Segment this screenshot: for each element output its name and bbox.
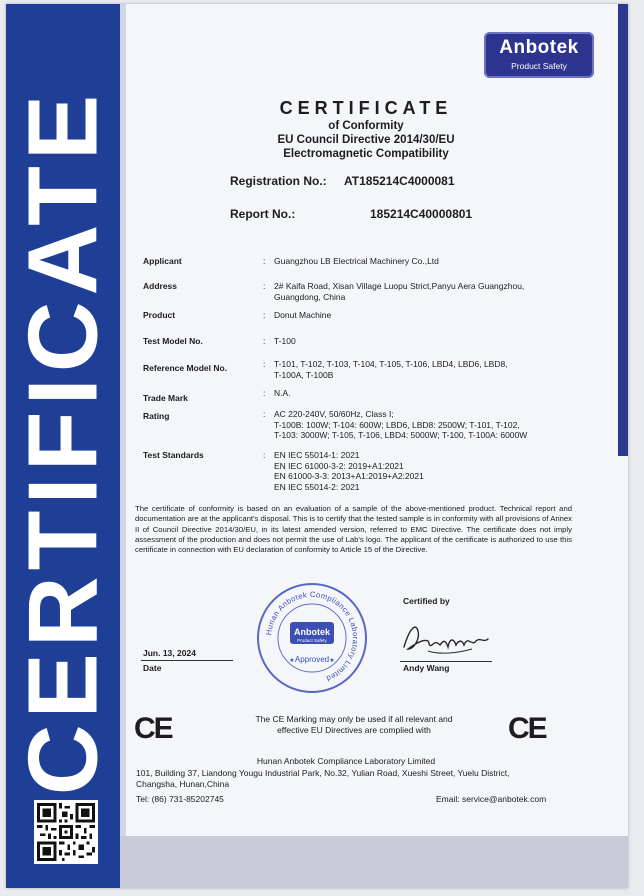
- conformity-subtitle: of Conformity: [328, 120, 404, 132]
- signature-line: [400, 661, 492, 662]
- stamp-tag: Product Safety: [297, 638, 327, 643]
- lab-name: Hunan Anbotek Compliance Laboratory Limited: [256, 756, 436, 766]
- rating-value: [274, 409, 574, 441]
- trade-mark-value: N.A.: [274, 388, 291, 398]
- lab-address-line: Changsha, Hunan,China: [136, 779, 230, 789]
- date-label: Date: [143, 663, 162, 673]
- side-title: CERTIFICATE: [7, 88, 118, 796]
- right-stripe: [618, 4, 628, 456]
- rating-label: Rating: [143, 411, 170, 421]
- ce-mark-icon: CE: [508, 712, 546, 745]
- test-model-value: T-100: [274, 336, 296, 346]
- rating-line: AC 220-240V, 50/60Hz, Class I;: [274, 409, 394, 419]
- applicant-colon: :: [263, 256, 266, 266]
- rating-colon: :: [263, 409, 266, 419]
- ce-note-line: effective EU Directives are complied with: [277, 725, 431, 735]
- reference-model-label: Reference Model No.: [143, 363, 228, 373]
- test-standards-value: [274, 450, 574, 492]
- address-colon: :: [263, 281, 266, 291]
- emc-title: Electromagnetic Compatibility: [283, 148, 449, 160]
- trade-mark-colon: :: [263, 388, 266, 398]
- address-value: [274, 281, 574, 302]
- stamp-star-icon: ★: [289, 658, 295, 664]
- lab-address-line: 101, Building 37, Liandong Yougu Industrial Park, No.32, Yulian Road, Xueshi Street, Yuelu District,: [136, 768, 510, 778]
- reference-model-value: [274, 359, 574, 380]
- product-colon: :: [263, 310, 266, 320]
- certificate-page: [6, 4, 628, 888]
- stamp-status: Approved: [294, 655, 330, 664]
- rating-line: T-100B: 100W; T-104: 600W; LBD6, LBD8: 2500W; T-101, T-102,: [274, 419, 520, 430]
- conformity-statement: The certificate of conformity is based on an evaluation of a sample of the above-mentioned product. Technical report and documentation are at the applicant's disposal. This is to certify that the tested sample is in conformity with all provisions of Annex II of Council Directive 2014/30/EU, in its latest amended version, referred to EMC Directive. The certificate does not imply assessment of the production and does not permit the use of Lab's logo. The applicant of the certificate is authorized to use this certificate in connection with EU declaration of conformity to Article 15 of the Directive.: [135, 504, 572, 555]
- logo-tagline: Product Safety: [511, 61, 567, 71]
- directive-title: EU Council Directive 2014/30/EU: [277, 134, 455, 146]
- side-band: [6, 4, 120, 888]
- qr-code-icon: [34, 800, 98, 864]
- standard-line: EN IEC 61000-3-2: 2019+A1:2021: [274, 460, 404, 471]
- ce-marking-note: [224, 714, 484, 736]
- ce-mark-icon: CE: [134, 712, 172, 745]
- test-standards-label: Test Standards: [143, 450, 204, 460]
- stamp-ring-text: Hunan Anbotek Compliance Laboratory Limited: [264, 589, 361, 684]
- test-model-label: Test Model No.: [143, 336, 203, 346]
- lab-address: [136, 768, 576, 790]
- report-number: 185214C40000801: [370, 207, 473, 221]
- standard-line: EN IEC 55014-1: 2021: [274, 450, 360, 460]
- trade-mark-label: Trade Mark: [143, 393, 188, 403]
- handwritten-signature: [398, 617, 494, 659]
- issue-date: Jun. 13, 2024: [143, 648, 196, 658]
- applicant-label: Applicant: [143, 256, 182, 266]
- logo-brand: Anbotek: [499, 37, 579, 58]
- lab-email[interactable]: Email: service@anbotek.com: [436, 794, 547, 804]
- stamp-star-icon: ★: [329, 658, 335, 664]
- rating-line: T-103: 3000W; T-105, T-106, LBD4: 5000W; T-100, T-100A: 6000W: [274, 430, 528, 440]
- standard-line: EN IEC 55014-2: 2021: [274, 481, 360, 492]
- reference-model-line: T-101, T-102, T-103, T-104, T-105, T-106, LBD4, LBD6, LBD8,: [274, 359, 508, 369]
- anbotek-logo: [484, 32, 594, 78]
- stamp-brand: Anbotek: [294, 627, 330, 637]
- report-label: Report No.:: [230, 207, 296, 221]
- address-line: Guangdong, China: [274, 291, 346, 302]
- side-divider: [120, 4, 126, 888]
- product-label: Product: [143, 310, 176, 320]
- date-line: [141, 660, 233, 661]
- address-label: Address: [143, 281, 178, 291]
- test-standards-colon: :: [263, 450, 266, 460]
- address-line: 2# Kaifa Road, Xisan Village Luopu Strict,Panyu Aera Guangzhou,: [274, 281, 525, 291]
- standard-line: EN 61000-3-3: 2013+A1:2019+A2:2021: [274, 471, 424, 481]
- certified-by-label: Certified by: [403, 596, 450, 606]
- registration-label: Registration No.:: [230, 174, 327, 188]
- product-value: Donut Machine: [274, 310, 332, 320]
- applicant-value: Guangzhou LB Electrical Machinery Co.,Ltd: [274, 256, 439, 266]
- lab-telephone: Tel: (86) 731-85202745: [136, 794, 224, 804]
- certificate-title: CERTIFICATE: [279, 98, 453, 118]
- registration-number: AT185214C4000081: [344, 174, 455, 188]
- approved-stamp: [256, 582, 368, 694]
- signer-name: Andy Wang: [403, 663, 450, 673]
- reference-model-line: T-100A, T-100B: [274, 369, 334, 380]
- ce-note-line: The CE Marking may only be used if all relevant and: [255, 714, 453, 724]
- test-model-colon: :: [263, 336, 266, 346]
- reference-model-colon: :: [263, 359, 266, 369]
- bottom-band: [120, 836, 628, 888]
